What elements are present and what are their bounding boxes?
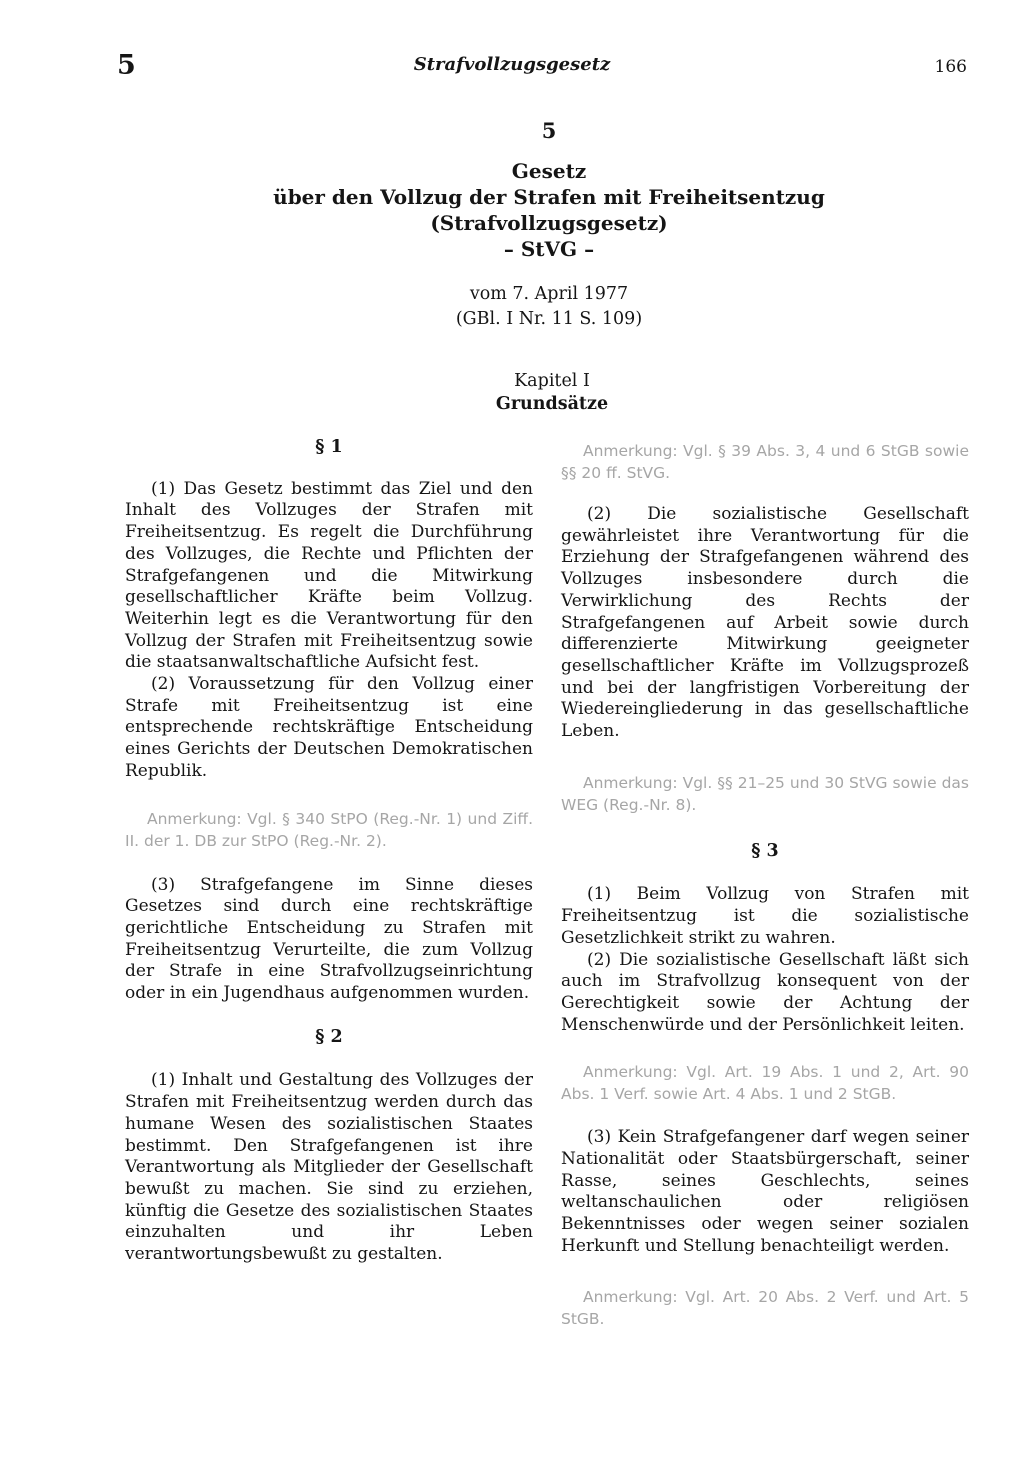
section-1-title: § 1	[315, 437, 343, 457]
page-number: 166	[934, 57, 967, 77]
section-3-paragraph-2: (2) Die sozialistische Gesellschaft läßt sich auch im Strafvollzug konsequent von der Gerechtigkeit sowie der Achtung der Menschenwürde und der Persönlichkeit leiten.	[561, 949, 969, 1035]
section-1-paragraph-2-continued: (2) Die sozialistische Gesellschaft gewährleistet ihre Verantwortung für die Erziehung der Strafgefangenen während des Vollzuges insbesondere durch die Verwirklichung des Rechts der Strafgefangenen auf Arbeit sowie durch differenzierte Mitwirkung geeigneter gesellschaftlicher Kräfte im Vollzugsprozeß und bei der langfristigen Vorbereitung der Wiedereingliederung in das gesellschaftliche Leben.	[561, 504, 969, 742]
section-3-note-1: Anmerkung: Vgl. Art. 19 Abs. 1 und 2, Art. 90 Abs. 1 Verf. sowie Art. 4 Abs. 1 und 2 StGB.	[561, 1063, 969, 1104]
chapter-heading: Grundsätze	[495, 394, 609, 414]
right-column	[561, 440, 969, 1330]
section-3-title: § 3	[751, 840, 779, 861]
law-abbreviation: – StVG –	[503, 237, 595, 261]
law-gazette-reference: (GBl. I Nr. 11 S. 109)	[455, 309, 643, 329]
law-date: vom 7. April 1977	[469, 284, 629, 304]
section-1-paragraph-1: (1) Das Gesetz bestimmt das Ziel und den Inhalt des Vollzuges der Strafen mit Freiheitsentzug. Es regelt die Durchführung des Vollzuges, die Rechte und Pflichten der Strafgefangenen und die Mitwirkung gesellschaftlicher Kräfte beim Vollzug. Weiterhin legt es die Verantwortung für den Vollzug der Strafen mit Freiheitsentzug sowie die staatsanwaltschaftliche Aufsicht fest.	[125, 478, 533, 673]
law-date-block	[0, 282, 1024, 332]
law-title-line-2: über den Vollzug der Strafen mit Freiheitsentzug	[273, 185, 825, 209]
section-1-paragraph-3: (3) Strafgefangene im Sinne dieses Gesetzes sind durch eine rechtskräftige gerichtliche Entscheidung zu Strafen mit Freiheitsentzug Verurteilte, die zum Vollzug der Strafe in eine Strafvollzugseinrichtung oder in ein Jugendhaus aufgenommen wurden.	[125, 874, 533, 1004]
section-1-note-2: Anmerkung: Vgl. § 39 Abs. 3, 4 und 6 StGB sowie §§ 20 ff. StVG.	[561, 442, 969, 482]
section-2-title: § 2	[315, 1026, 343, 1047]
section-1-note-3: Anmerkung: Vgl. §§ 21–25 und 30 StVG sowie das WEG (Reg.-Nr. 8).	[561, 773, 969, 814]
section-3-note-2: Anmerkung: Vgl. Art. 20 Abs. 2 Verf. und Art. 5 StGB.	[561, 1287, 969, 1328]
running-header-title: Strafvollzugsgesetz	[413, 54, 611, 75]
law-title-line-3: (Strafvollzugsgesetz)	[430, 211, 668, 235]
section-2-paragraph-1: (1) Inhalt und Gestaltung des Vollzuges der Strafen mit Freiheitsentzug werden durch das humane Wesen des sozialistischen Staates bestimmt. Den Strafgefangenen ist ihre Verantwortung als Mitglieder der Gesellschaft bewußt zu machen. Sie sind zu erziehen, künftig die Gesetze des sozialistischen Staates einzuhalten und ihr Leben verantwortungsbewußt zu gestalten.	[125, 1070, 533, 1265]
law-number: 5	[541, 118, 557, 143]
chapter-label: Kapitel I	[514, 371, 590, 391]
law-title-line-1: Gesetz	[511, 159, 587, 183]
chapter-header	[0, 370, 1024, 416]
law-title-block	[0, 118, 1024, 332]
section-3-paragraph-1: (1) Beim Vollzug von Strafen mit Freiheitsentzug ist die sozialistische Gesetzlichkeit strikt zu wahren.	[561, 884, 969, 948]
running-header-number: 5	[117, 50, 136, 81]
left-column	[125, 437, 533, 1266]
section-1-note-1: Anmerkung: Vgl. § 340 StPO (Reg.-Nr. 1) und Ziff. II. der 1. DB zur StPO (Reg.-Nr. 2).	[125, 809, 533, 850]
section-1-paragraph-2: (2) Voraussetzung für den Vollzug einer Strafe mit Freiheitsentzug ist eine entsprechende rechtskräftige Entscheidung eines Gerichts der Deutschen Demokratischen Republik.	[125, 674, 533, 781]
section-3-paragraph-3: (3) Kein Strafgefangener darf wegen seiner Nationalität oder Staatsbürgerschaft, seiner Rasse, seines Geschlechts, seines weltanschaulichen oder religiösen Bekenntnisses oder wegen seiner sozialen Herkunft und Stellung benachteiligt werden.	[561, 1127, 969, 1256]
